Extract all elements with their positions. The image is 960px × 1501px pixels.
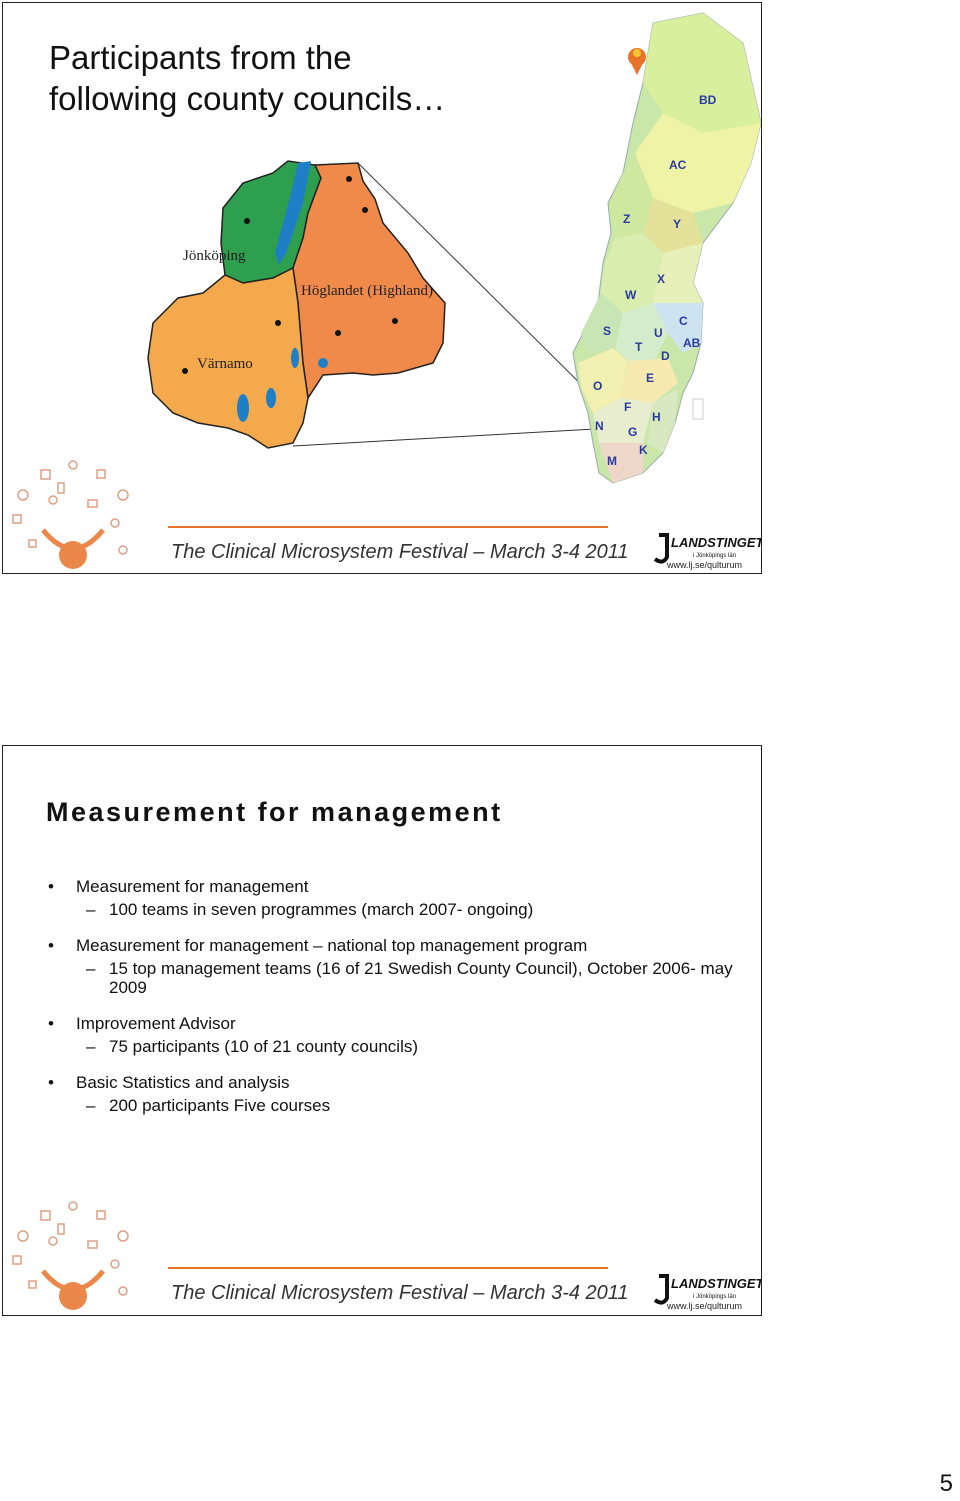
- slide-county-councils: [2, 2, 762, 574]
- sub-bullet-item: – 100 teams in seven programmes (march 2007- ongoing): [86, 900, 534, 919]
- sweden-map: [573, 13, 761, 483]
- county-k: K: [639, 443, 648, 457]
- county-m: M: [607, 454, 617, 468]
- url-label: www.lj.se/qulturum: [667, 560, 743, 570]
- slide-title: Measurement for management: [46, 797, 503, 827]
- festival-banner: The Clinical Microsystem Festival – March 3-4 2011: [171, 1282, 629, 1304]
- bullet-item: • Measurement for management: [48, 877, 309, 896]
- county-ac: AC: [669, 158, 687, 172]
- bullet-item: • Improvement Advisor: [48, 1014, 236, 1033]
- landstinget-logo: [655, 1276, 762, 1303]
- label-hoglandet: Höglandet (Highland): [301, 283, 434, 299]
- festival-banner: The Clinical Microsystem Festival – March 3-4 2011: [171, 541, 629, 563]
- brand-sub: i Jönköpings län: [693, 553, 737, 559]
- county-c: C: [679, 314, 688, 328]
- region-hoglandet: [293, 163, 445, 398]
- bullet-item: • Measurement for management – national top management program: [48, 936, 588, 955]
- county-bd: BD: [699, 93, 717, 107]
- bullet-group: [46, 876, 746, 919]
- county-o: O: [593, 379, 603, 393]
- county-g: G: [628, 425, 638, 439]
- brand-name: LANDSTINGET: [671, 535, 763, 550]
- bullet-group: [46, 1013, 746, 1056]
- county-n: N: [595, 419, 604, 433]
- footer: [3, 1196, 762, 1316]
- county-s: S: [603, 324, 612, 338]
- footer: [3, 455, 762, 574]
- county-y: Y: [673, 217, 682, 231]
- brand-sub: i Jönköpings län: [693, 1294, 737, 1300]
- bullet-list: [46, 876, 746, 1131]
- qulturum-logo: [13, 461, 128, 569]
- sub-bullet-item: – 200 participants Five courses: [86, 1096, 331, 1115]
- qulturum-mini-logo: [628, 48, 646, 75]
- bullet-group: [46, 935, 746, 997]
- county-ab: AB: [683, 336, 701, 350]
- sub-bullet-item: – 15 top management teams (16 of 21 Swedish County Council), October 2006- may 2009: [86, 959, 733, 997]
- sub-bullet-item: – 75 participants (10 of 21 county councils): [86, 1037, 419, 1056]
- county-h: H: [652, 410, 661, 424]
- county-u: U: [654, 326, 663, 340]
- county-f: F: [624, 400, 632, 414]
- county-x: X: [657, 272, 666, 286]
- slide-title: Participants from the following county councils…: [49, 39, 446, 117]
- bullet-item: • Basic Statistics and analysis: [48, 1073, 290, 1092]
- page-number: 5: [939, 1470, 953, 1497]
- county-z: Z: [623, 212, 631, 226]
- county-w: W: [625, 288, 637, 302]
- landstinget-logo: [655, 535, 762, 562]
- bullet-group: [46, 1072, 746, 1115]
- county-e: E: [646, 371, 655, 385]
- url-label: www.lj.se/qulturum: [667, 1301, 743, 1311]
- county-d: D: [661, 349, 670, 363]
- brand-name: LANDSTINGET: [671, 1276, 763, 1291]
- qulturum-logo: [13, 1202, 128, 1310]
- label-jonkoping: Jönköping: [183, 248, 246, 264]
- label-varnamo: Värnamo: [197, 356, 253, 372]
- county-t: T: [635, 340, 643, 354]
